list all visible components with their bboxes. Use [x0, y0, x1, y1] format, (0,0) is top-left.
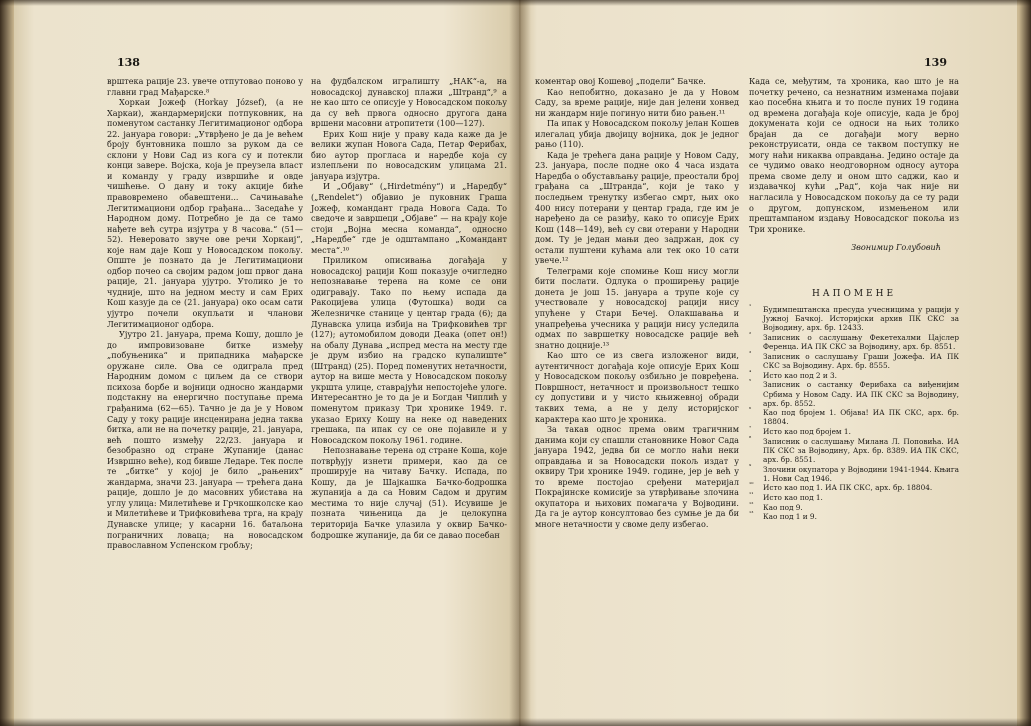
left-page: [14, 0, 519, 726]
paragraph: коментар овој Кошевој „подели“ Бачке.: [535, 76, 706, 86]
note-text: Исто као под 1.: [763, 493, 823, 503]
edge-shadow: [0, 718, 1031, 726]
note-item: [749, 503, 959, 512]
note-text: Исто као под 2 и 3.: [763, 370, 837, 380]
note-item: [749, 427, 959, 436]
paragraph: Када се, међутим, та хроника, као што је на почетку речено, са незнатним изменама појави као посебна књига и то после пуних 19 година од времена догађаја које описује, када је број докумената који се односи на њих толико брајан да се догађаји могу верно реконструисати, онда се таквом поступку не могу наћи никаква оправдања. Једино остаје да се чудимо овако неодговорном односу аутора према своме делу и оном што саджи, као и издавачкој кући „Рад“, која чак није ни нагласила у Новосадском покољу да се ту ради о другом, допунском, измењеном или прештампаном издању Новосадског покоља из Три хронике.: [749, 76, 959, 234]
note-item: [749, 352, 959, 370]
edge-shadow: [0, 0, 1031, 6]
book-gutter: [509, 0, 531, 726]
page-number: 139: [924, 56, 947, 69]
note-text: Као под бројем 1. Објава! ИА ПК СКС, арх. бр. 18804.: [763, 408, 959, 427]
paragraph: Када је трећега дана рације у Новом Саду, 23. јануара, после подне око 4 часа издата Наредба о обустављању рације, преостали број грађана са „Штранда“, који је тако у последњем тренутку избегао смрт, њих око 400 нису потерани у центар града, где им је наређено да се разиђу, како то описује Ерих Кош (148—149), већ су сви отерани у Народни дом. Ту је један мањи део задржан, док су остали пуштени кућама али тек око 10 сати увече.¹²: [535, 149, 739, 266]
paragraph: Непознавање терена од стране Коша, које потврђују изнети примери, као да се проширује на читаву Бачку. Испада, по Кошу, да је Шајкашка Бачко-бодрошка жупанија а да са Новим Садом и другим местима то није случај (51). Исувише је позната чињеница да је целокупна територија Бачке улазила у оквир Бачко-бодрошке жупаније, да би се давао посебан: [311, 445, 507, 540]
note-text: Записник о саслушању Милана Л. Поповића. ИА ПК СКС за Војводину, Арх. бр. 8389. ИА ПК СКС, арх. бр. 8551.: [763, 436, 959, 464]
note-number: ⁹: [749, 463, 752, 470]
paragraph: врштека рације 23. увече отпутовао поново у главни град Мађарске.⁸: [107, 76, 303, 97]
note-item: [749, 493, 959, 502]
note-item: [749, 380, 959, 407]
note-number: ⁷: [749, 426, 752, 433]
paragraph: За такав однос према овим трагичним данима који су спашли становнике Новог Сада јануара 1942, једва би се могло наћи неки оправдања и за Новосадски покољ издат у оквиру Три хронике 1949. године, јер је већ у то време постојао сређени материјал Покрајинске комисије за утврђивање злочина окупатора и њихових помагача у Војводини. Да га је аутор консултовао без сумње је да би многе нетачности у своме делу избегао.: [535, 424, 739, 529]
note-item: [749, 305, 959, 332]
paragraph: Телеграми које спомиње Кош нису могли бити послати. Одлука о проширењу рације донета је још 15. јануара а трупе које су учествовале у новосадској рацији нису упућене у Стари Бечеј. Олакшавања и унапређења учесника у рацији нису уследила одмах по завршетку новосадске рације већ знатно доцније.¹³: [535, 265, 739, 350]
author-signature: Звонимир Голубовић: [851, 242, 941, 253]
text-column-2: [749, 76, 959, 522]
paragraph: Као непобитно, доказано је да у Новом Саду, за време рације, није дан јелени хонвед ни жандарм није погинуо нити био рањен.¹¹: [535, 86, 739, 118]
note-text: Као под 1 и 9.: [763, 512, 817, 522]
note-item: [749, 465, 959, 483]
paragraph: Па ипак у Новосадском покољу јелан Кошев илегалац убија двојицу војника, док је једног рањо (110).: [535, 118, 739, 150]
paragraph: Ерих Кош није у праву када каже да је велики жупан Новога Сада, Петар Ферибах, био аутор прогласа и наредбе која су излепљени по новосадским улицама 21. јануара изјутра.: [311, 128, 507, 181]
paragraph: на фудбалском игралишту „НАК“-а, на новосадској дунавској плажи „Штранд“,⁹ а не као што се описује у Новосадском покољу да су већ првога односно другога дана вршени масовни атропитети (100—127).: [311, 76, 507, 129]
paragraph: И „Објаву“ („Hirdetmény“) и „Наредбу“ („Rendelet“) објавио је пуковник Граша Јожеф, командант града Новога Сада. То сведоче и завршеци „Објаве“ — на крају које стоји „Војна месна команда“, односно „Наредбе“ где је одштампано „Командант места“.¹⁰: [311, 181, 507, 255]
page-number: 138: [117, 56, 140, 69]
note-item: [749, 437, 959, 464]
note-number: ³: [749, 350, 752, 357]
note-number: ⁸: [749, 435, 752, 442]
note-text: Као под 9.: [763, 502, 803, 512]
note-number: ²: [749, 332, 752, 339]
paragraph: Као што се из свега изложеног види, аутентичност догађаја које описује Ерих Кош у Новосадском покољу озбиљно је повређена. Површност, нетачност и произвољност тешко су допустиви и у чисто књижевној обради таквих тема, а не у делу историјског карактера као што је хроника.: [535, 350, 739, 424]
note-number: ⁶: [749, 407, 752, 414]
note-text: Будимпештанска пресуда учесницима у рацији у Јужној Бачкој. Историјски архив ПК СКС за Војводину, арх. бр. 12433.: [763, 305, 959, 333]
note-number: ¹¹: [749, 492, 754, 499]
text-column-2: [311, 76, 507, 540]
note-text: Записник о саслушању Граши Јожефа. ИА ПК СКС за Војводину. Арх. бр. 8555.: [763, 351, 959, 371]
right-page: [519, 0, 1017, 726]
note-text: Записник о саслушању Фекетехалми Цајслер Ференца. ИА ПК СКС за Војводину, арх. бр. 8551.: [763, 333, 959, 352]
paragraph: Ујутро 21. јануара, према Кошу, дошло је до импровизоване битке између „побуњеника“ и припадника мађарске оружане силе. Ова се одиграла пред Народним домом с циљем да се створи психоза борбе и војници односно жандарми подстакну на енергично поступање према грађанима (62—65). Тачно је да је у Новом Саду у току рације инсценирана једна таква битка, али не на почетку рације, 21. јануара, већ пошто између 22/23. јануара и безобразно од стране Жупаније (данас Извршно веће), код бивше Ледаре. Тек после те „битке“ у којој је било „рањених“ жандарма, значи 23. јануара — трећега дана рације, дошло је до масовних убистава на углу улица: Милетићеве и Грчкошколске као и Милетићеве и Трифковићева трга, на крају Дунавске улице; у касарни 16. батаљона пограничних ловаца; на новосадском православном Успенском гробљу;: [107, 329, 303, 551]
note-item: [749, 512, 959, 521]
note-item: [749, 371, 959, 380]
note-text: Исто као под 1. ИА ПК СКС, арх. бр. 18804.: [763, 483, 933, 493]
note-text: Злочини окупатора у Војводини 1941-1944. Књига 1. Нови Сад 1946.: [763, 464, 959, 483]
paragraph: Хоркаи Јожеф (Horkay József), (а не Харкаи), жандармеријски потпуковник, на поменутом састанку Легитимационог одбора 22. јануара говори: „Утврђено је да је већем броју бунтовника пошло за руком да се склони у Нови Сад из кога су и потекли конци завере. Војска, која је преузела власт и команду у граду извршиће и овде чишћење. О дану и току акције биће правовремено обавештени... Сачињаваће Легитимациони одбор грађана... Заседаће у Народном дому. Потребно је да се тамо нађете већ сутра изјутра у 8 часова.“ (51—52). Неверовато звуче ове речи Хоркаиј“, које нам даје Кош у Новосадском покољу. Опште је познато да је Легитимациони одбор почео са својим радом још првог дана рације, 21. јануара ујутро. Утолико је то чудније, што на једном месту и сам Ерих Кош казује да се (21. јануара) око осам сати ујутро почели окупљати и чланови Легитимационог одбора.: [107, 97, 303, 329]
note-number: ¹: [749, 304, 752, 311]
paragraph: Приликом описивања догађаја у новосадској рацији Кош показује очигледно непознавање терена на коме се они одигравају. Тако по њему испада да Ракоцијева улица (Футошка) води са Железничке станице у центар града (6); да Дунавска улица избија на Трифковићев трг (127); аутомобилом доводи Деака (опет он!) на обалу Дунава „испред места на месту где је друм избио на градско купалиште“ (Штранд) (25). Поред поменутих нетачности, аутор на више места у Новосадском покољу укршта улице, ставрајући непостојеће улоге. Интересантно је то да је и Богдан Чиплић у поменутом приказу Три хронике 1949. г. указао Ериху Кошу на неке од наведених грешака, па ипак су се оне појавиле и у Новосадском покољу 1961. године.: [311, 255, 507, 445]
note-text: Записник о састанку Ферибаха са виђенијим Србима у Новом Саду. ИА ПК СКС за Војводину, арх. бр. 8552.: [763, 380, 959, 408]
note-number: ¹⁰: [749, 482, 754, 489]
text-column-1: [107, 76, 303, 551]
notes-list: [749, 305, 959, 521]
note-text: Исто као под бројем 1.: [763, 427, 851, 437]
note-item: [749, 483, 959, 492]
text-column-1: [535, 76, 739, 530]
note-number: ⁵: [749, 379, 752, 386]
note-number: ⁴: [749, 369, 752, 376]
note-number: ¹³: [749, 511, 754, 518]
notes-heading: НАПОМЕНЕ: [811, 288, 897, 299]
note-item: [749, 408, 959, 426]
note-number: ¹²: [749, 501, 754, 508]
note-item: [749, 333, 959, 351]
